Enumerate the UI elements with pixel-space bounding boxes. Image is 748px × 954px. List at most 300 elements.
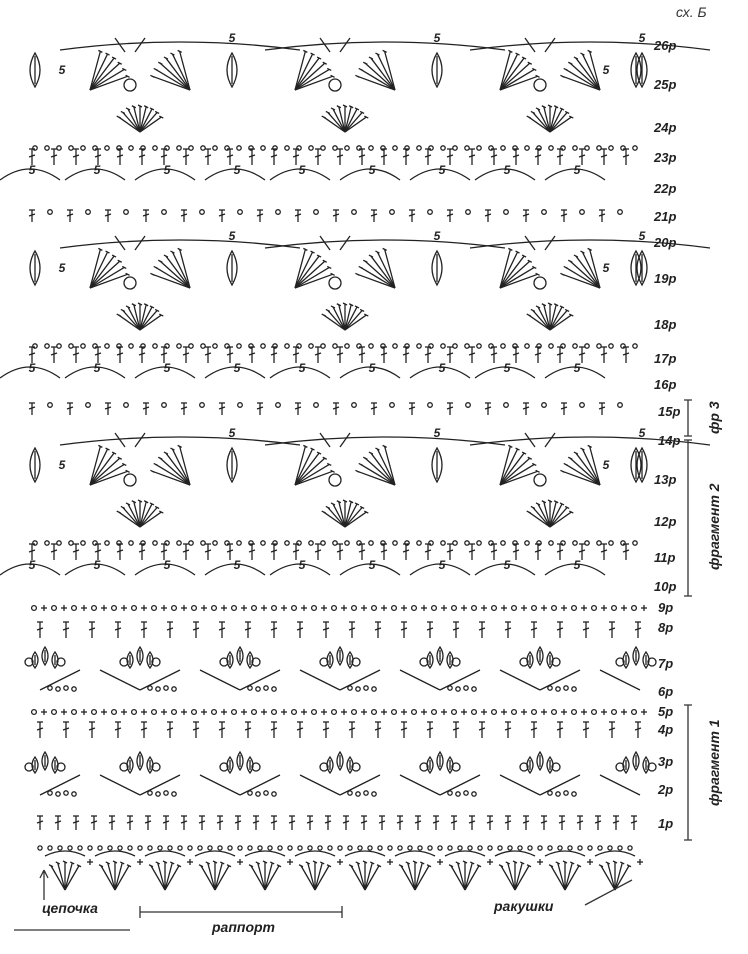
chain-stitch [56,687,60,691]
chain-stitch [78,846,82,850]
chain-stitch [81,146,85,150]
chain-stitch [153,146,157,150]
stitch-line [375,448,379,450]
stitch-line [383,445,387,447]
stitch-line [138,303,142,305]
stitch-line [363,457,367,459]
chain-stitch [478,846,482,850]
stitch-line [156,862,160,864]
stitch-line [277,865,281,867]
stitch-line [121,309,125,311]
chain-count: 5 [602,63,610,77]
row-label-13: 13р [654,472,677,487]
stitch-line [508,50,512,52]
chain-stitch [258,846,262,850]
chain-arch [265,437,505,445]
chain-stitch [201,344,205,348]
chain-stitch [312,606,317,611]
chain-stitch [212,710,217,715]
chain-stitch [72,687,76,691]
stitch-line [49,865,53,867]
chain-arch [145,851,185,856]
shells-label: ракушки [494,898,554,914]
chain-stitch [105,146,109,150]
chain-stitch [177,541,181,545]
chain-stitch [418,846,422,850]
stitch-line [99,865,103,867]
chain-stitch [285,344,289,348]
stitch-line [456,862,460,864]
chain-stitch [552,606,557,611]
chain-stitch [548,846,552,850]
stitch-line [375,53,379,55]
row-label-17: 17р [654,351,677,366]
stitch-line [627,865,631,867]
row-label-6: 6р [658,684,674,699]
chain-stitch [108,846,112,850]
chain-count: 5 [228,229,236,243]
chain-stitch [64,791,68,795]
chain-stitch [356,687,360,691]
chain-stitch [348,846,352,850]
stitch-line [51,866,65,890]
chain-stitch [201,146,205,150]
chain-stitch [618,210,623,215]
chain-count: 5 [438,361,446,375]
chain-count: 5 [638,426,646,440]
chain-count: 5 [163,558,171,572]
stitch-line [565,866,579,890]
chain-stitch [549,344,553,348]
chain-stitch [261,541,265,545]
chain-stitch [309,541,313,545]
chain-stitch [132,606,137,611]
stitch-line [178,248,182,250]
stitch-line [508,863,515,890]
stitch-line [126,503,130,505]
stitch-line [365,863,372,890]
chain-stitch [432,710,437,715]
stitch-line [178,445,182,447]
chain-stitch [309,146,313,150]
stitch-line [117,116,121,118]
chain-stitch [329,277,341,289]
chain-count: 5 [298,361,306,375]
stitch-line [101,866,115,890]
chain-stitch [314,403,319,408]
stitch-line [121,111,125,113]
stitch-line [548,303,552,305]
chain-stitch [364,791,368,795]
chain-stitch [525,344,529,348]
stitch-line [213,861,217,863]
chain-stitch [464,791,468,795]
row-label-10: 10р [654,579,677,594]
chain-stitch [314,210,319,215]
stitch-line [132,501,136,503]
stitch-line [500,670,540,690]
stitch-line [158,260,162,262]
chain-stitch [408,846,412,850]
chain-stitch [598,846,602,850]
chain-stitch [441,146,445,150]
stitch-line [306,862,310,864]
stitch-line [580,448,584,450]
chain-stitch [238,403,243,408]
stitch-line [100,670,140,690]
chain-stitch [52,606,57,611]
stitch-line [370,862,374,864]
stitch-line [451,866,465,890]
stitch-line [355,75,359,77]
stitch-line [200,775,240,795]
chain-stitch [292,606,297,611]
chain-stitch [148,791,152,795]
chain-arch [245,851,285,856]
stitch-line [415,863,422,890]
stitch-line [106,53,110,55]
chain-stitch [333,344,337,348]
chain-stitch [633,541,637,545]
stitch-line [449,865,453,867]
chain-stitch [92,710,97,715]
chain-stitch [129,344,133,348]
chain-stitch [168,846,172,850]
chain-arch [195,851,235,856]
stitch-line [160,63,190,90]
stitch-line [355,273,359,275]
stitch-line [600,775,640,795]
chain-count: 5 [93,361,101,375]
stitch-line [150,273,154,275]
stitch-line [311,448,315,450]
chain-count: 5 [602,458,610,472]
chain-stitch [156,792,160,796]
stitch-line [303,50,307,52]
chain-stitch [356,792,360,796]
chain-stitch [69,541,73,545]
chain-stitch [592,606,597,611]
stitch-line [326,111,330,113]
stitch-line [150,306,154,308]
chain-stitch [428,210,433,215]
chain-stitch [321,146,325,150]
chain-arch [60,240,300,248]
chain-stitch [86,403,91,408]
chain-stitch [148,846,152,850]
chain-stitch [213,146,217,150]
chain-count: 5 [438,163,446,177]
chain-stitch [477,541,481,545]
stitch-line [320,38,330,52]
stitch-line [500,63,530,90]
row-label-9: 9р [658,600,674,615]
stitch-line [163,861,167,863]
chain-stitch [128,846,132,850]
chain-stitch [129,541,133,545]
stitch-line [317,255,321,257]
stitch-line [349,865,353,867]
chain-count: 5 [298,558,306,572]
stitch-line [106,448,110,450]
stitch-line [568,260,572,262]
chain-stitch [172,792,176,796]
chain-stitch [633,146,637,150]
chain-stitch [453,541,457,545]
stitch-line [317,57,321,59]
chain-stitch [92,606,97,611]
chain-stitch [612,710,617,715]
row-label-24: 24р [654,120,677,135]
chain-stitch [609,146,613,150]
chain-stitch [124,474,136,486]
chain-stitch [152,710,157,715]
chain-count: 5 [163,361,171,375]
stitch-line [98,445,102,447]
chain-stitch [393,146,397,150]
stitch-line [115,863,122,890]
stitch-line [263,861,267,863]
stitch-line [527,865,531,867]
stitch-line [150,470,154,472]
stitch-line [322,314,326,316]
shells-pointer [585,880,632,905]
chain-stitch [124,79,136,91]
chain-stitch [597,344,601,348]
stitch-line [343,500,347,502]
stitch-line [525,433,535,447]
chain-count: 5 [503,558,511,572]
chain-count: 5 [573,163,581,177]
chain-stitch [501,344,505,348]
row-label-7: 7р [658,656,674,671]
stitch-line [542,106,546,108]
stitch-line [220,862,224,864]
chain-stitch [448,686,452,690]
chain-stitch [392,606,397,611]
chain-stitch [45,146,49,150]
chain-stitch [466,210,471,215]
stitch-line [295,458,325,485]
chain-stitch [48,846,52,850]
stitch-line [420,862,424,864]
stitch-line [515,866,529,890]
stitch-line [132,106,136,108]
chain-stitch [198,846,202,850]
chain-count: 5 [433,229,441,243]
chain-stitch [556,687,560,691]
chain-stitch [633,344,637,348]
stitch-line [322,511,326,513]
stitch-line [138,105,142,107]
stitch-line [251,866,265,890]
stitch-line [337,501,341,503]
chain-stitch [448,791,452,795]
chain-count: 5 [503,361,511,375]
chain-stitch [466,403,471,408]
stitch-line [413,861,417,863]
stitch-line [522,452,526,454]
stitch-line [337,304,341,306]
stitch-line [265,866,279,890]
chain-stitch [124,277,136,289]
stitch-line [570,862,574,864]
chain-stitch [528,846,532,850]
chain-stitch [285,541,289,545]
stitch-line [56,862,60,864]
stitch-line [525,38,535,52]
chain-arch [445,851,485,856]
stitch-line [568,62,572,64]
stitch-line [115,38,125,52]
chain-stitch [189,541,193,545]
stitch-line [135,433,145,447]
chain-label: цепочка [42,900,98,916]
stitch-line [560,108,564,110]
stitch-line [117,511,121,513]
chain-stitch [237,541,241,545]
stitch-line [215,866,229,890]
stitch-line [363,861,367,863]
fragment-3-label: фр 3 [706,401,722,434]
stitch-line [258,863,265,890]
stitch-line [98,50,102,52]
chain-count: 5 [93,163,101,177]
bracket-fragment-1 [684,705,692,840]
chain-stitch [472,792,476,796]
chain-stitch [508,846,512,850]
chain-stitch [534,277,546,289]
chain-stitch [48,791,52,795]
row-label-15: 15р [658,404,681,419]
stitch-line [90,261,120,288]
chain-stitch [453,344,457,348]
stitch-line [542,304,546,306]
stitch-line [112,452,116,454]
chain-stitch [156,687,160,691]
stitch-line [170,251,174,253]
stitch-line [343,303,347,305]
row-label-11: 11р [654,550,676,565]
bracket-fragment-2 [684,440,692,596]
stitch-line [351,866,365,890]
stitch-line [154,266,158,268]
stitch-line [90,63,120,90]
stitch-line [527,314,531,316]
chain-stitch [48,210,53,215]
stitch-line [144,106,148,108]
stitch-line [65,866,79,890]
chain-arch [495,851,535,856]
stitch-line [199,865,203,867]
stitch-line [58,863,65,890]
stitch-line [574,452,578,454]
stitch-line [340,236,350,250]
chain-stitch [232,606,237,611]
chain-count: 5 [233,558,241,572]
chain-stitch [472,687,476,691]
chain-stitch [58,846,62,850]
stitch-line [300,670,340,690]
stitch-line [500,458,530,485]
chain-stitch [468,846,472,850]
chain-stitch [618,403,623,408]
stitch-line [331,306,335,308]
stitch-line [560,306,564,308]
chain-stitch [329,474,341,486]
chain-stitch [328,846,332,850]
stitch-line [299,865,303,867]
chain-stitch [592,710,597,715]
stitch-line [383,50,387,52]
chain-stitch [252,606,257,611]
stitch-line [317,452,321,454]
chain-stitch [441,344,445,348]
chain-count: 5 [602,261,610,275]
chain-stitch [477,146,481,150]
stitch-line [208,863,215,890]
stitch-line [144,501,148,503]
chain-stitch [285,146,289,150]
stitch-line [565,863,572,890]
stitch-line [574,255,578,257]
chain-stitch [333,541,337,545]
chain-stitch [417,146,421,150]
chain-stitch [81,541,85,545]
stitch-line [516,53,520,55]
chain-count: 5 [58,458,66,472]
chain-stitch [369,344,373,348]
chain-stitch [417,541,421,545]
stitch-line [126,306,130,308]
chain-stitch [348,791,352,795]
stitch-line [65,863,72,890]
chain-stitch [609,344,613,348]
chain-stitch [412,710,417,715]
stitch-line [158,62,162,64]
chain-stitch [465,344,469,348]
stitch-line [165,866,179,890]
stitch-line [313,861,317,863]
chain-stitch [252,710,257,715]
stitch-line [315,866,329,890]
stitch-line [356,862,360,864]
stitch-line [556,862,560,864]
chain-stitch [72,710,77,715]
stitch-line [554,501,558,503]
stitch-line [369,255,373,257]
chain-stitch [57,541,61,545]
stitch-line [113,861,117,863]
chain-stitch [86,210,91,215]
stitch-line [327,865,331,867]
chain-stitch [472,710,477,715]
chain-stitch [88,846,92,850]
chain-stitch [272,792,276,796]
stitch-line [570,261,600,288]
stitch-line [301,866,315,890]
stitch-line [164,255,168,257]
chain-stitch [238,210,243,215]
chain-stitch [393,541,397,545]
chain-stitch [164,686,168,690]
stitch-line [365,63,395,90]
chain-stitch [48,686,52,690]
stitch-line [399,865,403,867]
stitch-line [270,862,274,864]
stitch-line [138,500,142,502]
chain-count: 5 [228,426,236,440]
